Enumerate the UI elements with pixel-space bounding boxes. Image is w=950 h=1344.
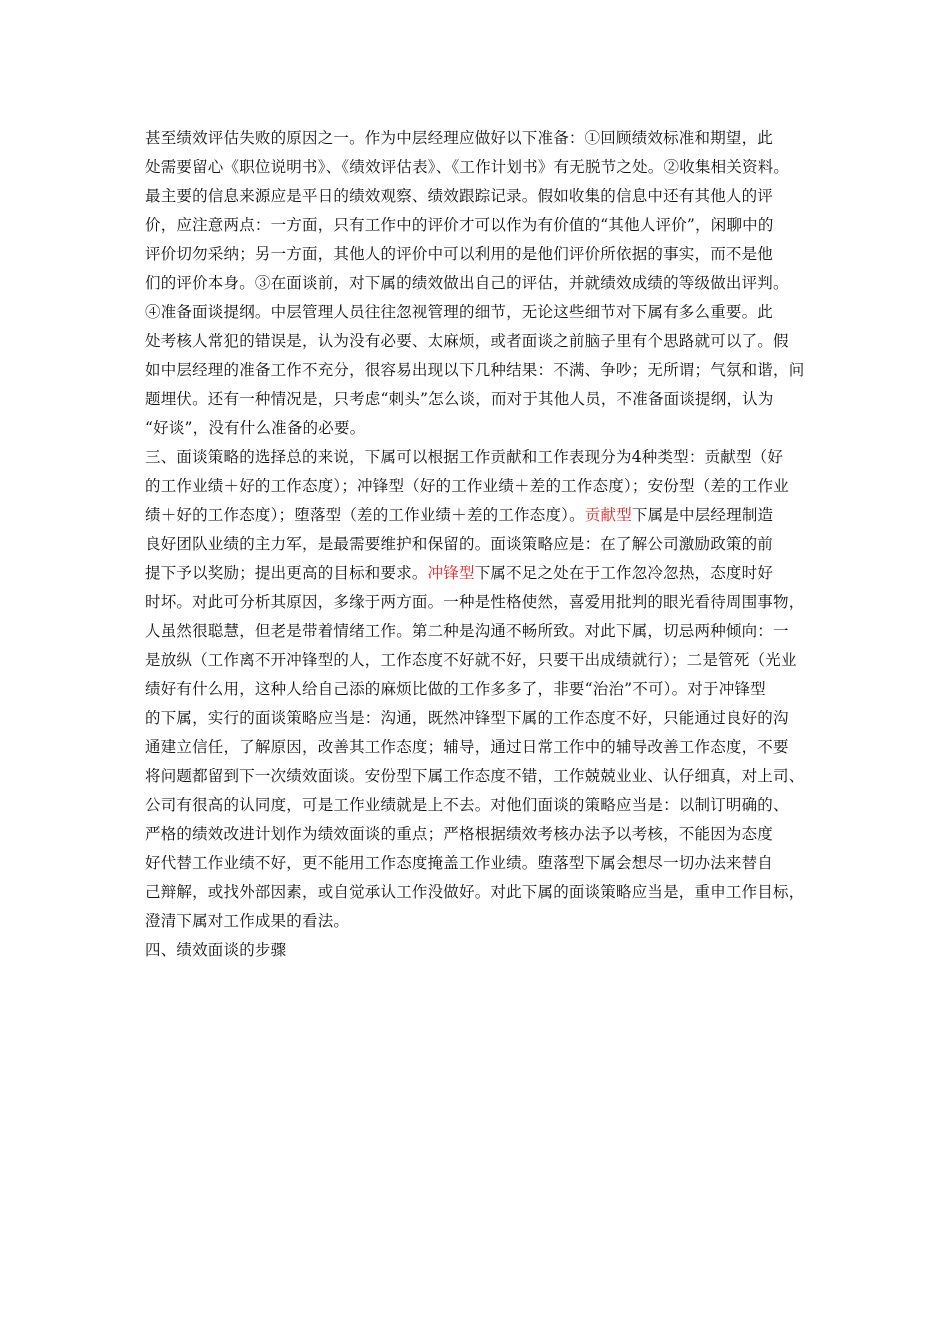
- paragraph-line: 题埋伏。还有一种情况是，只考虑“刺头”怎么谈，而对于其他人员，不准备面谈提纲，认为: [145, 390, 774, 408]
- highlight-charger-type: 冲锋型: [427, 564, 475, 582]
- paragraph-line: 己辩解，或找外部因素，或自觉承认工作没做好。对此下属的面谈策略应当是，重申工作目标，: [145, 883, 805, 901]
- paragraph-line: 是放纵（工作离不开冲锋型的人，工作态度不好就不好，只要干出成绩就行）；二是管死（光业: [145, 651, 797, 669]
- paragraph-line: 公司有很高的认同度，可是工作业绩就是上不去。对他们面谈的策略应当是：以制订明确的、: [145, 796, 789, 814]
- highlight-contributor-type: 贡献型: [584, 506, 632, 524]
- paragraph-line: 甚至绩效评估失败的原因之一。作为中层经理应做好以下准备：①回顾绩效标准和期望，此: [145, 129, 774, 147]
- paragraph-line: 价，应注意两点：一方面，只有工作中的评价才可以作为有价值的“其他人评价”，闲聊中的: [145, 216, 774, 234]
- paragraph-line: 严格的绩效改进计划作为绩效面谈的重点；严格根据绩效考核办法予以考核，不能因为态度: [145, 825, 774, 843]
- paragraph-line: 最主要的信息来源应是平日的绩效观察、绩效跟踪记录。假如收集的信息中还有其他人的评: [145, 187, 774, 205]
- paragraph-line: 评价切勿采纳；另一方面，其他人的评价中可以利用的是他们评价所依据的事实，而不是他: [145, 245, 774, 263]
- line-text: 下属是中层经理制造: [631, 506, 774, 524]
- line-text: 提下予以奖励；提出更高的目标和要求。: [145, 564, 428, 582]
- paragraph-line: [145, 501, 815, 530]
- paragraph-line: 将问题都留到下一次绩效面谈。安份型下属工作态度不错，工作兢兢业业、认仔细真，对上司、: [145, 767, 805, 785]
- paragraph-line: 人虽然很聪慧，但老是带着情绪工作。第二种是沟通不畅所致。对此下属，切忌两种倾向：一: [145, 622, 789, 640]
- paragraph-line: 良好团队业绩的主力军，是最需要维护和保留的。面谈策略应是：在了解公司激励政策的前: [145, 535, 774, 553]
- paragraph-line: [145, 559, 815, 588]
- paragraph-line: ④准备面谈提纲。中层管理人员往往忽视管理的细节，无论这些细节对下属有多么重要。此: [145, 303, 774, 321]
- document-body: [145, 124, 815, 965]
- paragraph-line: 澄清下属对工作成果的看法。: [145, 912, 350, 930]
- paragraph-line: 们的评价本身。③在面谈前，对下属的绩效做出自己的评估，并就绩效成绩的等级做出评判。: [145, 274, 789, 292]
- paragraph-line: 的工作业绩＋好的工作态度）；冲锋型（好的工作业绩＋差的工作态度）；安份型（差的工作业: [145, 477, 789, 495]
- section-heading-strategy: 三、面谈策略的选择总的来说，下属可以根据工作贡献和工作表现分为4种类型：贡献型（好: [145, 448, 784, 466]
- paragraph-line: 的下属，实行的面谈策略应当是：沟通，既然冲锋型下属的工作态度不好，只能通过良好的沟: [145, 709, 789, 727]
- paragraph-line: 时坏。对此可分析其原因，多缘于两方面。一种是性格使然，喜爱用批判的眼光看待周围事物，: [145, 593, 805, 611]
- line-text: 绩＋好的工作态度）；堕落型（差的工作业绩＋差的工作态度）。: [145, 506, 585, 524]
- line-text: 下属不足之处在于工作忽冷忽热，态度时好: [474, 564, 774, 582]
- paragraph-line: 好代替工作业绩不好，更不能用工作态度掩盖工作业绩。堕落型下属会想尽一切办法来替自: [145, 854, 774, 872]
- paragraph-line: 如中层经理的准备工作不充分，很容易出现以下几种结果：不满、争吵；无所谓；气氛和谐，问: [145, 361, 805, 379]
- section-heading-steps: 四、绩效面谈的步骤: [145, 941, 287, 959]
- paragraph-line: “好谈”，没有什么准备的必要。: [145, 419, 366, 437]
- paragraph-line: 处考核人常犯的错误是，认为没有必要、太麻烦，或者面谈之前脑子里有个思路就可以了。假: [145, 332, 789, 350]
- paragraph-line: 通建立信任，了解原因，改善其工作态度；辅导，通过日常工作中的辅导改善工作态度，不要: [145, 738, 789, 756]
- paragraph-line: 绩好有什么用，这种人给自己添的麻烦比做的工作多多了，非要“治治”不可）。对于冲锋型: [145, 680, 766, 698]
- paragraph-line: 处需要留心《职位说明书》、《绩效评估表》、《工作计划书》有无脱节之处。②收集相关资料。: [145, 158, 790, 176]
